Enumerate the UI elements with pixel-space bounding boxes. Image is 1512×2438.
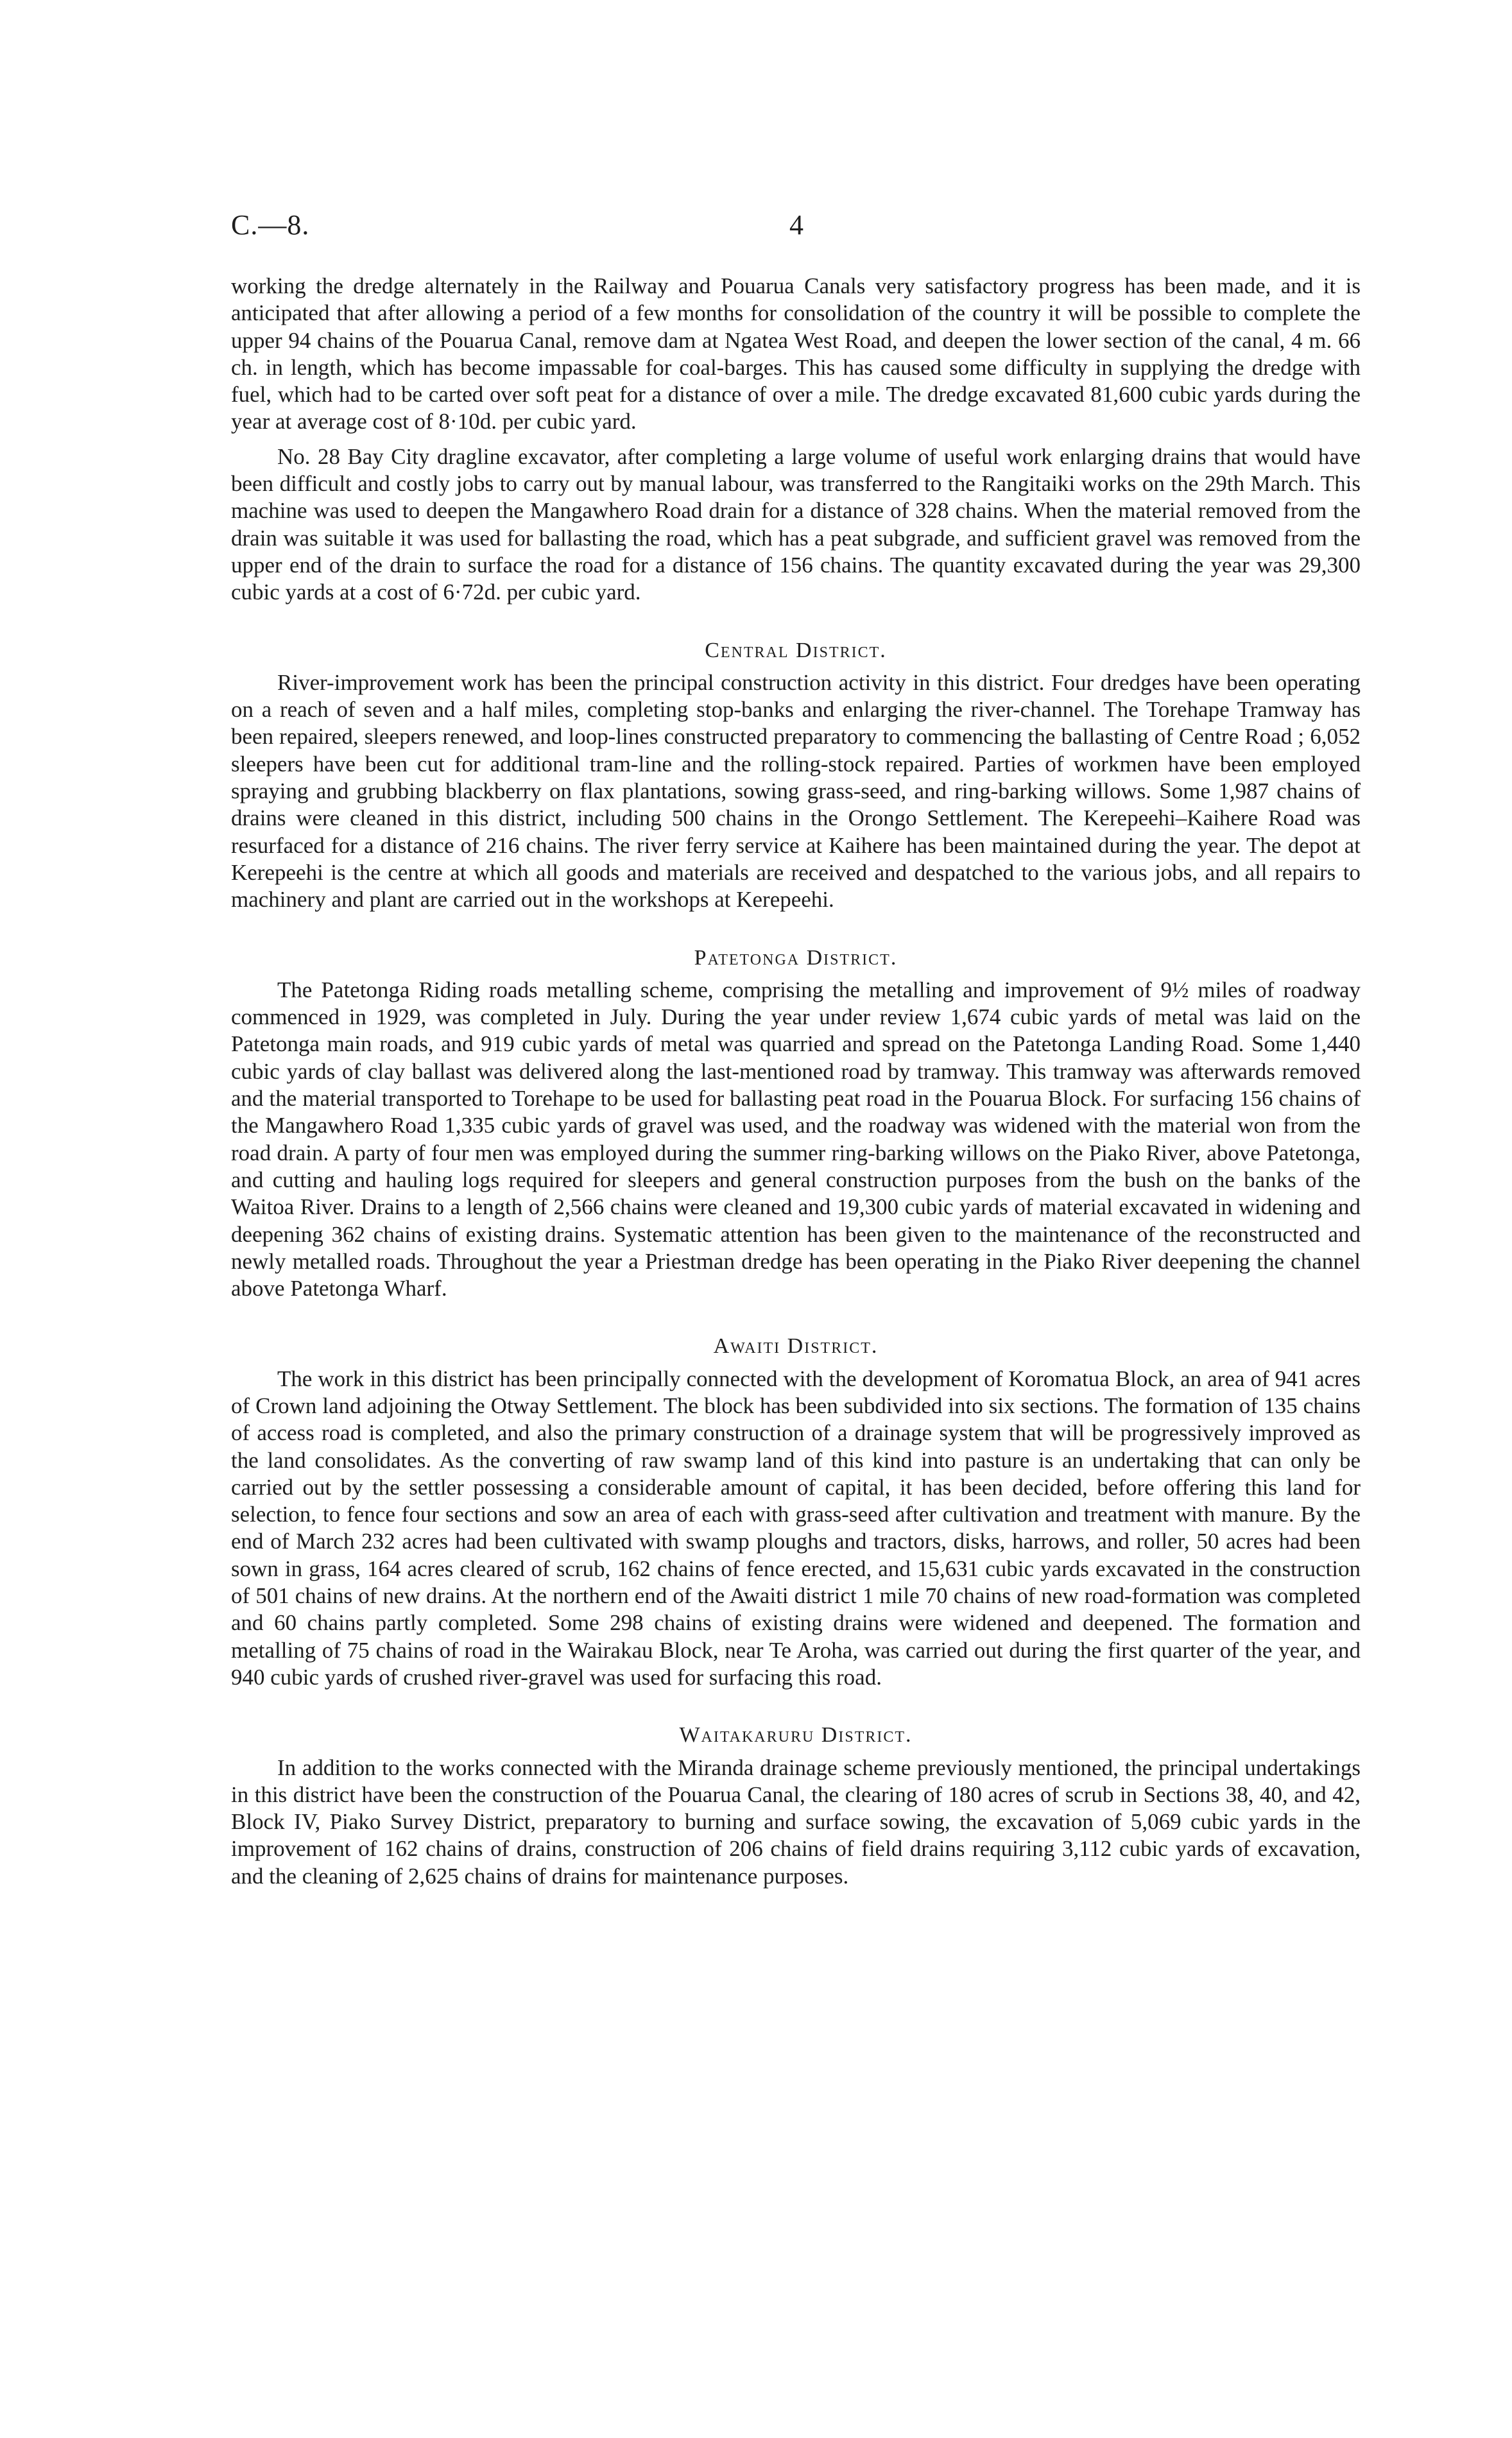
document-code: C.—8. bbox=[231, 209, 310, 241]
section-body-awaiti: The work in this district has been principally connected with the development of Koromatua Block, an area of 941 acres of Crown land adjoining the Otway Settlement. The block has been subdivided into six sections. The formation of 135 chains of access road is completed, and also the primary construction of a drainage system that will be progressively improved as the land consolidates. As the converting of raw swamp land of this kind into pasture is an undertaking that can only be carried out by the settler possessing a considerable amount of capital, it has been decided, before offering this land for selection, to fence four sections and sow an area of each with grass-seed after cultivation and treatment with manure. By the end of March 232 acres had been cultivated with swamp ploughs and tractors, disks, harrows, and roller, 50 acres had been sown in grass, 164 acres cleared of scrub, 162 chains of fence erected, and 15,631 cubic yards excavated in the construction of 501 chains of new drains. At the northern end of the Awaiti district 1 mile 70 chains of new road-formation was completed and 60 chains partly completed. Some 298 chains of existing drains were widened and deepened. The formation and metalling of 75 chains of road in the Wairakau Block, near Te Aroha, was carried out during the first quarter of the year, and 940 cubic yards of crushed river-gravel was used for surfacing this road. bbox=[231, 1366, 1361, 1690]
document-body bbox=[231, 273, 1361, 1890]
section-body-patetonga: The Patetonga Riding roads metalling scheme, comprising the metalling and improvement of 9½ miles of roadway commenced in 1929, was completed in July. During the year under review 1,674 cubic yards of metal was laid on the Patetonga main roads, and 919 cubic yards of metal was quarried and spread on the Patetonga Landing Road. Some 1,440 cubic yards of clay ballast was delivered along the last-mentioned road by tramway. This tramway was afterwards removed and the material transported to Torehape to be used for ballasting peat road in the Pouarua Block. For surfacing 156 chains of the Mangawhero Road 1,335 cubic yards of gravel was used, and the roadway was widened with the material won from the road drain. A party of four men was employed during the summer ring-barking willows on the Piako River, above Patetonga, and cutting and hauling logs required for sleepers and general construction purposes from the bush on the banks of the Waitoa River. Drains to a length of 2,566 chains were cleaned and 19,300 cubic yards of material excavated in widening and deepening 362 chains of existing drains. Systematic attention has been given to the maintenance of the reconstructed and newly metalled roads. Throughout the year a Priestman dredge has been operating in the Piako River deepening the channel above Patetonga Wharf. bbox=[231, 977, 1361, 1301]
section-body-central: River-improvement work has been the principal construction activity in this district. Four dredges have been operating on a reach of seven and a half miles, completing stop-banks and enlarging the river-channel. The Torehape Tramway has been repaired, sleepers renewed, and loop-lines constructed preparatory to commencing the ballasting of Centre Road ; 6,052 sleepers have been cut for additional tram-line and the rolling-stock repaired. Parties of workmen have been employed spraying and grubbing blackberry on flax plantations, sowing grass-seed, and ring-barking willows. Some 1,987 chains of drains were cleaned in this district, including 500 chains in the Orongo Settlement. The Kerepeehi–Kaihere Road was resurfaced for a distance of 216 chains. The river ferry service at Kaihere has been maintained during the year. The depot at Kerepeehi is the centre at which all goods and materials are received and despatched to the various jobs, and all repairs to machinery and plant are carried out in the workshops at Kerepeehi. bbox=[231, 669, 1361, 913]
section-heading-waitakaruru: Waitakaruru District. bbox=[679, 1723, 913, 1747]
section-heading-central: Central District. bbox=[705, 638, 887, 662]
intro-paragraph-1: working the dredge alternately in the Railway and Pouarua Canals very satisfactory progress has been made, and it is anticipated that after allowing a period of a few months for consolidation of the country it will be possible to complete the upper 94 chains of the Pouarua Canal, remove dam at Ngatea West Road, and deepen the lower section of the canal, 4 m. 66 ch. in length, which has become impassable for coal-barges. This has caused some difficulty in supplying the dredge with fuel, which had to be carted over soft peat for a distance of over a mile. The dredge excavated 81,600 cubic yards during the year at average cost of 8·10d. per cubic yard. bbox=[231, 273, 1361, 434]
intro-paragraph-2: No. 28 Bay City dragline excavator, after completing a large volume of useful work enlarging drains that would have been difficult and costly jobs to carry out by manual labour, was transferred to the Rangitaiki works on the 29th March. This machine was used to deepen the Mangawhero Road drain for a distance of 328 chains. When the material removed from the drain was suitable it was used for ballasting the road, which has a peat subgrade, and sufficient gravel was removed from the upper end of the drain to surface the road for a distance of 156 chains. The quantity excavated during the year was 29,300 cubic yards at a cost of 6·72d. per cubic yard. bbox=[231, 443, 1361, 605]
section-body-waitakaruru: In addition to the works connected with the Miranda drainage scheme previously mentioned, the principal undertakings in this district have been the construction of the Pouarua Canal, the clearing of 180 acres of scrub in Sections 38, 40, and 42, Block IV, Piako Survey District, preparatory to burning and surface sowing, the excavation of 5,069 cubic yards in the improvement of 162 chains of drains, construction of 206 chains of field drains requiring 3,112 cubic yards of excavation, and the cleaning of 2,625 chains of drains for maintenance purposes. bbox=[231, 1755, 1361, 1889]
section-heading-patetonga: Patetonga District. bbox=[694, 945, 898, 970]
section-heading-awaiti: Awaiti District. bbox=[713, 1334, 879, 1359]
page-header bbox=[231, 209, 1361, 253]
page-number: 4 bbox=[789, 209, 803, 241]
